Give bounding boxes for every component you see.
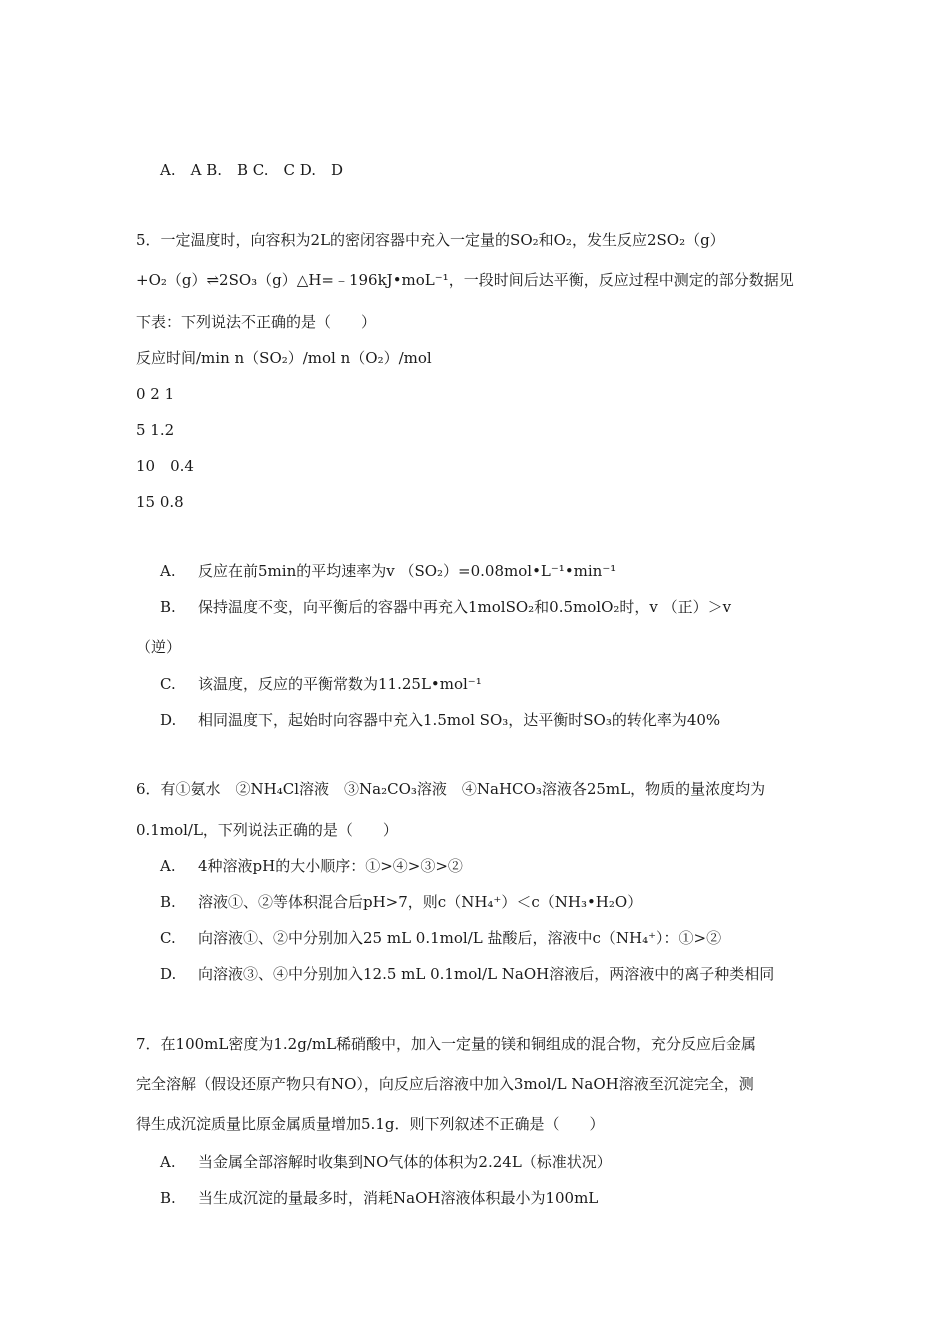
- q6-option-b: [160, 892, 642, 912]
- q6-option-d: [160, 964, 774, 984]
- q5-option-d: [160, 710, 720, 730]
- option-text: 当金属全部溶解时收集到NO气体的体积为2.24L（标准状况）: [198, 1153, 612, 1171]
- q7-option-b: [160, 1188, 598, 1208]
- q7-option-a: [160, 1152, 612, 1172]
- option-label: C.: [160, 929, 176, 947]
- option-text: 向溶液①、②中分别加入25 mL 0.1mol/L 盐酸后，溶液中c（NH₄⁺）：①>②: [198, 929, 722, 947]
- option-text: 向溶液③、④中分别加入12.5 mL 0.1mol/L NaOH溶液后，两溶液中的离子种类相同: [198, 965, 775, 983]
- q5-stem-line2: +O₂（g）⇌2SO₃（g）△H=﹣196kJ•moL⁻¹，一段时间后达平衡，反应过程中测定的部分数据见: [136, 271, 794, 289]
- q5-option-a: [160, 561, 616, 581]
- option-label: D.: [160, 711, 177, 729]
- option-text: 溶液①、②等体积混合后pH>7，则c（NH₄⁺）＜c（NH₃•H₂O）: [198, 893, 643, 911]
- option-text: 4种溶液pH的大小顺序：①>④>③>②: [198, 857, 463, 875]
- q5-stem-line3: 下表：下列说法不正确的是（ ）: [136, 313, 377, 331]
- option-label: B.: [160, 1189, 176, 1207]
- option-text: 保持温度不变，向平衡后的容器中再充入1molSO₂和0.5molO₂时，v （正）＞v: [198, 598, 732, 616]
- q7-stem-line1: 7．在100mL密度为1.2g/mL稀硝酸中，加入一定量的镁和铜组成的混合物，充分反应后金属: [136, 1035, 757, 1053]
- q7-stem-line2: 完全溶解（假设还原产物只有NO），向反应后溶液中加入3mol/L NaOH溶液至沉淀完全，测: [136, 1075, 754, 1093]
- q7-stem-line3: 得生成沉淀质量比原金属质量增加5.1g．则下列叙述不正确是（ ）: [136, 1115, 605, 1133]
- q5-table-row: 5 1.2: [136, 421, 175, 439]
- option-label: D.: [160, 965, 177, 983]
- option-label: A.: [160, 562, 176, 580]
- q5-table-row: 10 0.4: [136, 457, 194, 475]
- q6-option-a: [160, 856, 463, 876]
- q6-stem-line2: 0.1mol/L，下列说法正确的是（ ）: [136, 821, 398, 839]
- option-text: 当生成沉淀的量最多时，消耗NaOH溶液体积最小为100mL: [198, 1189, 599, 1207]
- option-label: B.: [160, 893, 176, 911]
- option-text: 相同温度下，起始时向容器中充入1.5mol SO₃，达平衡时SO₃的转化率为40%: [198, 711, 721, 729]
- option-label: B.: [160, 598, 176, 616]
- q6-stem-line1: 6．有①氨水 ②NH₄Cl溶液 ③Na₂CO₃溶液 ④NaHCO₃溶液各25mL，物质的量浓度均为: [136, 780, 766, 798]
- q6-option-c: [160, 928, 721, 948]
- q5-table-row: 15 0.8: [136, 493, 184, 511]
- option-label: C.: [160, 675, 176, 693]
- q5-option-b: [160, 597, 731, 617]
- option-text: 反应在前5min的平均速率为v （SO₂）=0.08mol•L⁻¹•min⁻¹: [198, 562, 617, 580]
- q5-option-c: [160, 674, 482, 694]
- q5-table-row: 0 2 1: [136, 385, 175, 403]
- q5-table-header: 反应时间/min n（SO₂）/mol n（O₂）/mol: [136, 349, 432, 367]
- option-label: A.: [160, 1153, 176, 1171]
- q5-stem-line1: 5．一定温度时，向容积为2L的密闭容器中充入一定量的SO₂和O₂，发生反应2SO₂（g）: [136, 231, 725, 249]
- option-label: A.: [160, 857, 176, 875]
- q5-option-b-continuation: （逆）: [136, 638, 182, 656]
- q4-options: A. A B. B C. C D. D: [160, 161, 344, 179]
- option-text: 该温度，反应的平衡常数为11.25L•mol⁻¹: [198, 675, 482, 693]
